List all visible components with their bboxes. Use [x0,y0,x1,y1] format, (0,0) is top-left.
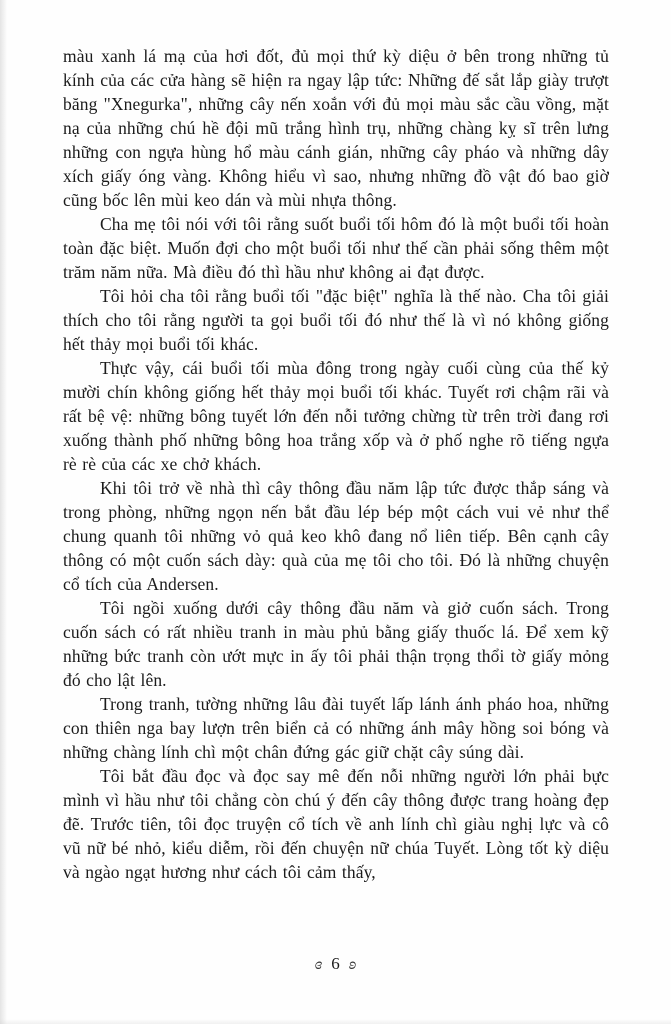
paragraph: Trong tranh, tường những lâu đài tuyết lấp lánh ánh pháo hoa, những con thiên nga bay lượn trên biển cả có những ánh mây hồng soi bóng và những chàng lính chì một chân đứng gác giữ chặt cây súng dài. [63,694,609,762]
page-number: 6 [331,954,340,973]
paragraph: Tôi ngồi xuống dưới cây thông đầu năm và giở cuốn sách. Trong cuốn sách có rất nhiều tranh in màu phủ bằng giấy thuốc lá. Để xem kỹ những bức tranh còn ướt mực in ấy tôi phải thận trọng thổi tờ giấy mỏng đó cho lật lên. [63,598,609,690]
page-footer [0,954,671,975]
paragraph: Cha mẹ tôi nói với tôi rằng suốt buổi tối hôm đó là một buổi tối hoàn toàn đặc biệt. Muốn đợi cho một buổi tối như thế cần phải sống thêm một trăm năm nữa. Mà điều đó thì hầu như không ai đạt được. [63,214,609,282]
paragraph: Thực vậy, cái buổi tối mùa đông trong ngày cuối cùng của thế kỷ mười chín không giống hết thảy mọi buổi tối khác. Tuyết rơi chậm rãi và rất bệ vệ: những bông tuyết lớn đến nỗi tưởng chừng từ trên trời đang rơi xuống thành phố những bông hoa trắng xốp và ở phố nghe rõ tiếng ngựa rè rè của các xe chở khách. [63,358,609,474]
paragraph: Khi tôi trở về nhà thì cây thông đầu năm lập tức được thắp sáng và trong phòng, những ngọn nến bắt đầu lép bép một cách vui vẻ như thể chung quanh tôi những vỏ quả keo khô đang nổ liên tiếp. Bên cạnh cây thông có một cuốn sách dày: quà của mẹ tôi cho tôi. Đó là những chuyện cổ tích của Andersen. [63,478,609,594]
fleuron-left-icon: ɞ [314,956,323,973]
page-text-block [63,44,609,884]
paragraph: màu xanh lá mạ của hơi đốt, đủ mọi thứ kỳ diệu ở bên trong những tủ kính của các cửa hàng sẽ hiện ra ngay lập tức: Những đế sắt lắp giày trượt băng "Xnegurka", những cây nến xoắn với đủ mọi màu sắc cầu vồng, mặt nạ của những chú hề đội mũ trắng hình trụ, những chàng kỵ sĩ trên lưng những con ngựa hùng hổ màu cánh gián, những cây pháo và những dây xích giấy óng vàng. Không hiểu vì sao, nhưng những đồ vật đó bao giờ cũng bốc lên mùi keo dán và mùi nhựa thông. [63,46,609,210]
paragraph: Tôi bắt đầu đọc và đọc say mê đến nỗi những người lớn phải bực mình vì hầu như tôi chẳng còn chú ý đến cây thông được trang hoàng đẹp đẽ. Trước tiên, tôi đọc truyện cổ tích về anh lính chì giàu nghị lực và cô vũ nữ bé nhỏ, kiểu diễm, rồi đến chuyện nữ chúa Tuyết. Lòng tốt kỳ diệu và ngào ngạt hương như cách tôi cảm thấy, [63,766,609,882]
paragraph: Tôi hỏi cha tôi rằng buổi tối "đặc biệt" nghĩa là thế nào. Cha tôi giải thích cho tôi rằng người ta gọi buổi tối đó như thế là vì nó không giống hết thảy mọi buổi tối khác. [63,286,609,354]
fleuron-right-icon: ʚ [348,956,357,973]
